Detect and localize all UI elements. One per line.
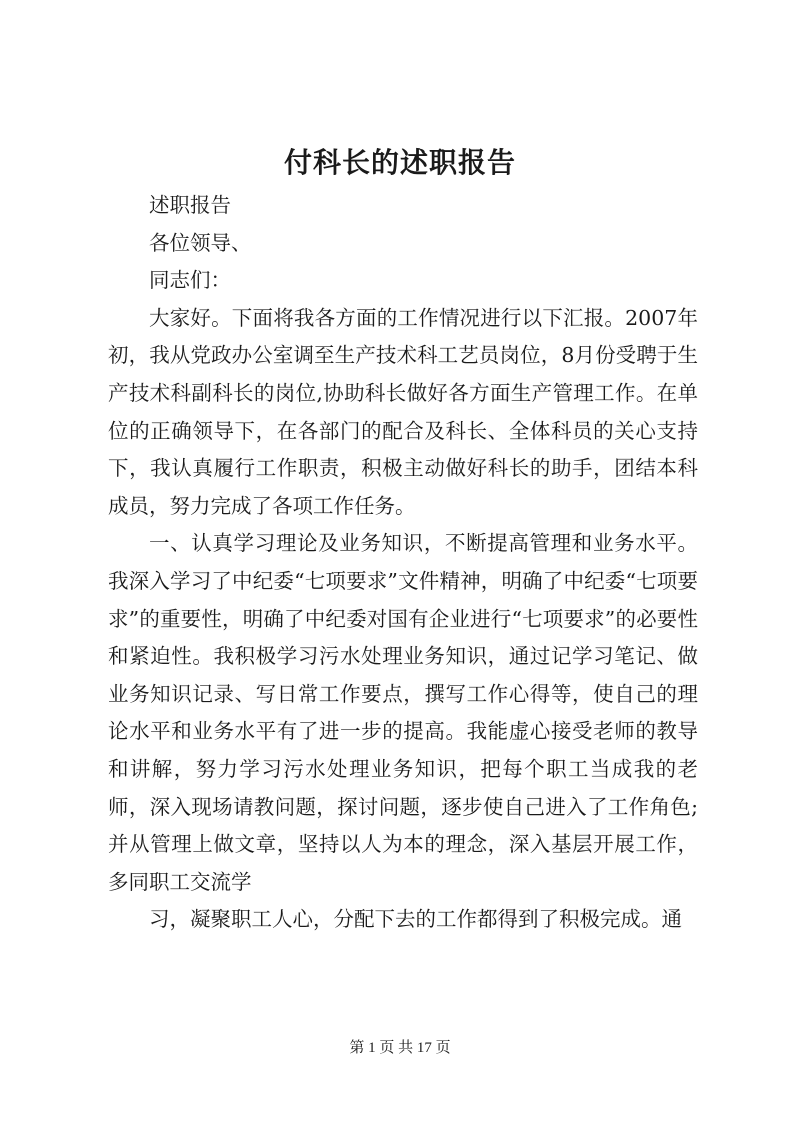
document-title: 付科长的述职报告: [283, 146, 516, 179]
paragraph-section-1: 一、认真学习理论及业务知识，不断提高管理和业务水平。我深入学习了中纪委“七项要求”文件精神，明确了中纪委“七项要求”的重要性，明确了中纪委对国有企业进行“七项要求”的必要性和紧迫性。我积极学习污水处理业务知识，通过记学习笔记、做业务知识记录、写日常工作要点，撰写工作心得等，使自己的理论水平和业务水平有了进一步的提高。我能虚心接受老师的教导和讲解，努力学习污水处理业务知识，把每个职工当成我的老师，深入现场请教问题，探讨问题，逐步使自己进入了工作角色;并从管理上做文章，坚持以人为本的理念，深入基层开展工作，多同职工交流学: [108, 531, 698, 894]
page-footer: 第 1 页 共 17 页: [349, 1040, 451, 1056]
document-body: [108, 187, 698, 939]
paragraph-intro: 大家好。下面将我各方面的工作情况进行以下汇报。2007年初，我从党政办公室调至生产技术科工艺员岗位，8月份受聘于生产技术科副科长的岗位,协助科长做好各方面生产管理工作。在单位的正确领导下，在各部门的配合及科长、全体科员的关心支持下，我认真履行工作职责，积极主动做好科长的助手，团结本科成员，努力完成了各项工作任务。: [108, 305, 698, 518]
paragraph-salutation-2: 同志们：: [149, 268, 231, 293]
paragraph-heading: 述职报告: [149, 193, 231, 217]
paragraph-continuation: 习，凝聚职工人心，分配下去的工作都得到了积极完成。通: [149, 907, 682, 932]
paragraph-salutation-1: 各位领导、: [149, 230, 252, 255]
